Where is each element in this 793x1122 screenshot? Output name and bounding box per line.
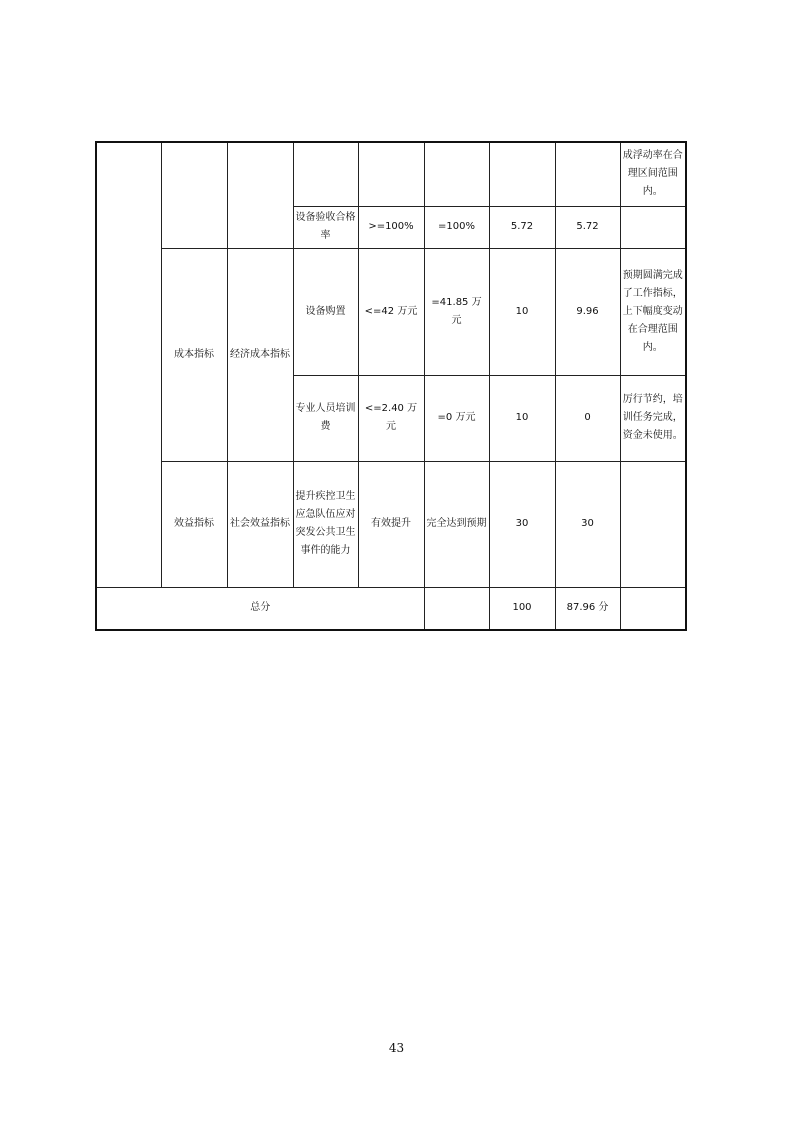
- actual-value-cell: 完全达到预期: [424, 461, 489, 587]
- actual-value-cell: =0 万元: [424, 375, 489, 461]
- indicator-name-cell: 设备验收合格率: [293, 206, 358, 248]
- actual-value-cell: =100%: [424, 206, 489, 248]
- table-row: [96, 461, 686, 587]
- indicator-name-cell: [293, 142, 358, 206]
- total-score-cell: 87.96 分: [555, 587, 620, 630]
- level2-indicator-cell: [161, 142, 227, 248]
- target-value-cell: <=2.40 万元: [358, 375, 424, 461]
- level2-indicator-cell: 效益指标: [161, 461, 227, 587]
- target-value-cell: 有效提升: [358, 461, 424, 587]
- target-value-cell: [358, 142, 424, 206]
- indicator-name-cell: 专业人员培训费: [293, 375, 358, 461]
- table-row: [96, 248, 686, 375]
- score-cell: 30: [555, 461, 620, 587]
- target-value-cell: >=100%: [358, 206, 424, 248]
- actual-value-cell: [424, 142, 489, 206]
- deviation-note-cell: [620, 206, 686, 248]
- total-weight-cell: 100: [489, 587, 555, 630]
- deviation-note-cell: 厉行节约，培训任务完成，资金未使用。: [620, 375, 686, 461]
- weight-cell: [489, 142, 555, 206]
- level2-indicator-cell: 成本指标: [161, 248, 227, 461]
- total-row: [96, 587, 686, 630]
- level1-indicator-cell: [96, 142, 161, 587]
- table-row: [96, 142, 686, 206]
- score-cell: [555, 142, 620, 206]
- actual-value-cell: [424, 587, 489, 630]
- score-cell: 0: [555, 375, 620, 461]
- deviation-note-cell: 成浮动率在合理区间范围内。: [620, 142, 686, 206]
- indicator-name-cell: 设备购置: [293, 248, 358, 375]
- deviation-note-cell: [620, 461, 686, 587]
- deviation-note-cell: 预期圆满完成了工作指标，上下幅度变动在合理范围内。: [620, 248, 686, 375]
- level3-indicator-cell: 社会效益指标: [227, 461, 293, 587]
- deviation-note-cell: [620, 587, 686, 630]
- target-value-cell: <=42 万元: [358, 248, 424, 375]
- page-number: 43: [388, 1041, 405, 1055]
- level3-indicator-cell: [227, 142, 293, 248]
- total-label: 总分: [96, 587, 424, 630]
- score-cell: 9.96: [555, 248, 620, 375]
- weight-cell: 10: [489, 248, 555, 375]
- weight-cell: 30: [489, 461, 555, 587]
- actual-value-cell: =41.85 万元: [424, 248, 489, 375]
- score-cell: 5.72: [555, 206, 620, 248]
- performance-table: [95, 141, 687, 631]
- indicator-name-cell: 提升疾控卫生应急队伍应对突发公共卫生事件的能力: [293, 461, 358, 587]
- level3-indicator-cell: 经济成本指标: [227, 248, 293, 461]
- weight-cell: 5.72: [489, 206, 555, 248]
- weight-cell: 10: [489, 375, 555, 461]
